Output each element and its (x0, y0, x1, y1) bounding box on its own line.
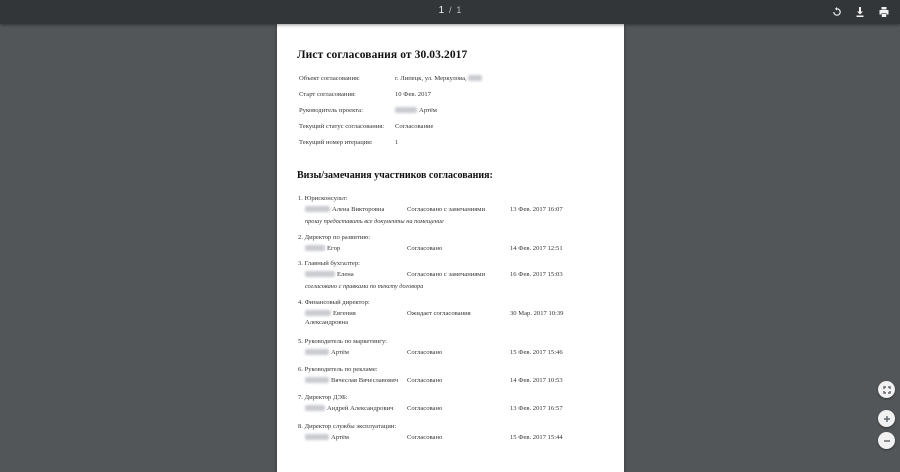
approver-name: Артём (305, 349, 349, 356)
page-indicator (0, 5, 900, 16)
approver-name: Вячеслав Вячеславович (305, 377, 398, 384)
approval-date: 14 Фев. 2017 12:51 (510, 245, 563, 252)
approver-name-continued: Александровна (305, 319, 348, 326)
approver-role: 6. Руководитель по рекламе: (298, 366, 378, 373)
approval-comment: прошу предоставить все документы на помещение (305, 218, 444, 225)
approval-date: 16 Фев. 2017 15:03 (510, 271, 563, 278)
approval-date: 15 Фев. 2017 15:46 (510, 349, 563, 356)
approver-name: Андрей Александрович (305, 405, 393, 412)
approval-status: Согласовано (407, 405, 443, 412)
document-viewer[interactable] (0, 24, 900, 472)
fit-page-button[interactable] (878, 381, 895, 398)
approval-status: Ожидает согласования (407, 310, 471, 317)
approver-role: 3. Главный бухгалтер: (298, 260, 360, 267)
print-icon (879, 7, 889, 17)
approver-role: 1. Юрисконсульт: (298, 195, 348, 202)
page-separator: / (449, 5, 452, 15)
redacted-text (395, 107, 417, 113)
approver-role: 4. Финансовый директор: (298, 299, 370, 306)
pdf-page: Лист согласования от 30.03.2017 Объект согласования: г. Липецк, ул. Меркулова, Старт согласования: 10 Фев. 2017 Руководитель проекта: Артём Текущий статус согласования: Согласование Текущий номер итерации: 1 Визы/замечания участников согласования: 1. Юрисконсульт: Алена Викторовна Согласовано с замечаниями 13 Фев. 2017 16:07 прошу предоставить все документы на помещение 2. Директор по развитию: Егор Согласовано 14 Фев. 2017 12:51 3. Главный бухгалтер: Елена Согласовано с замечаниями 16 Фев. 2017 15:03 согласовано с правками по тексту договора 4. Финансовый директор: Евгения Александровна Ожидает согласования 30 Мар. 2017 10:39 5. Руководитель по маркетингу: Артём Согласовано 15 Фев. 2017 15:46 6. Руководитель по рекламе: Вячеслав Вячеславович Согласовано 14 Фев. 2017 10:53 7. Директор ДЭБ: Андрей Александрович Согласовано 13 Фев. 2017 16:57 8. Директор службы эксплуатации: Артём Согласовано 15 Фев. 2017 15:44 (277, 24, 624, 472)
current-page[interactable]: 1 (438, 5, 445, 16)
approval-status: Согласовано (407, 245, 443, 252)
approver-name: Евгения (305, 310, 356, 317)
rotate-icon (832, 7, 842, 17)
approval-status: Согласовано с замечаниями (407, 206, 486, 213)
plus-icon (883, 415, 891, 423)
approval-comment: согласовано с правками по тексту договора (305, 283, 424, 290)
zoom-out-button[interactable] (878, 432, 895, 449)
approval-status: Согласовано (407, 434, 443, 441)
approver-role: 2. Директор по развитию: (298, 234, 371, 241)
fit-icon (883, 386, 891, 394)
approval-date: 30 Мар. 2017 10:39 (510, 310, 564, 317)
section-title: Визы/замечания участников согласования: (297, 170, 493, 181)
approver-name: Егор (305, 245, 340, 252)
approval-status: Согласовано с замечаниями (407, 271, 486, 278)
print-button[interactable] (876, 4, 892, 20)
approver-role: 5. Руководитель по маркетингу: (298, 338, 388, 345)
approver-role: 8. Директор службы эксплуатации: (298, 423, 397, 430)
approval-date: 13 Фев. 2017 16:57 (510, 405, 563, 412)
redacted-text (468, 75, 482, 81)
pdf-toolbar (0, 0, 900, 24)
approval-date: 13 Фев. 2017 16:07 (510, 206, 563, 213)
total-pages: 1 (456, 5, 462, 15)
approver-name: Елена (305, 271, 354, 278)
document-title: Лист согласования от 30.03.2017 (297, 49, 468, 61)
zoom-in-button[interactable] (878, 410, 895, 427)
approval-date: 15 Фев. 2017 15:44 (510, 434, 563, 441)
download-button[interactable] (852, 4, 868, 20)
approval-date: 14 Фев. 2017 10:53 (510, 377, 563, 384)
approver-name: Артём (305, 434, 349, 441)
download-icon (855, 7, 865, 17)
approval-status: Согласовано (407, 377, 443, 384)
rotate-button[interactable] (829, 4, 845, 20)
approval-status: Согласовано (407, 349, 443, 356)
minus-icon (883, 437, 891, 445)
approver-role: 7. Директор ДЭБ: (298, 394, 348, 401)
approver-name: Алена Викторовна (305, 206, 384, 213)
